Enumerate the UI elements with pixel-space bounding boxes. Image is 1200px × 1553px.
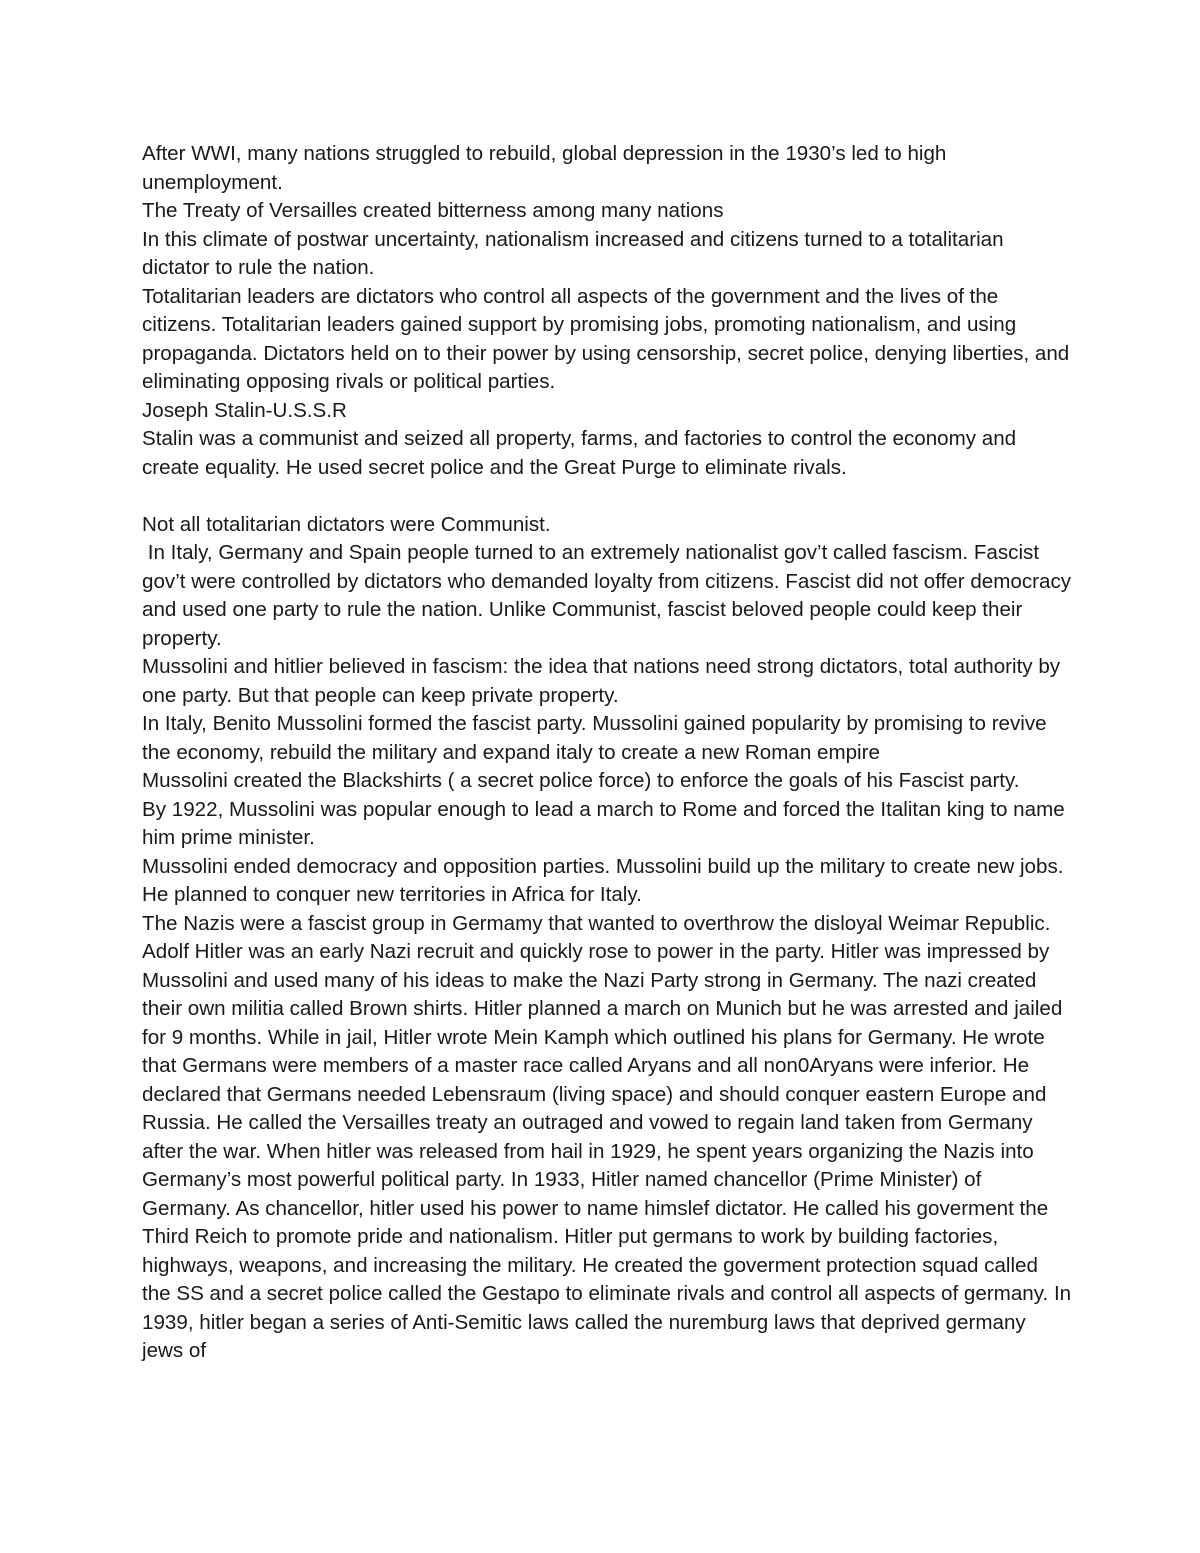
paragraph-mussolini-fascist-party: In Italy, Benito Mussolini formed the fascist party. Mussolini gained popularity by promising to revive the economy, rebuild the military and expand italy to create a new Roman empire (142, 712, 1047, 764)
paragraph-mussolini-hitler-belief: Mussolini and hitlier believed in fascism: the idea that nations need strong dictators, total authority by one party. But that people can keep private property. (142, 655, 1061, 707)
paragraph-march-on-rome: By 1922, Mussolini was popular enough to lead a march to Rome and forced the Italitan king to name him prime minister. (142, 797, 1065, 849)
paragraph-not-all-communist: Not all totalitarian dictators were Communist. (142, 512, 551, 536)
paragraph-blackshirts: Mussolini created the Blackshirts ( a secret police force) to enforce the goals of his Fascist party. (142, 769, 1020, 792)
paragraph-totalitarian-leaders: Totalitarian leaders are dictators who control all aspects of the government and the lives of the citizens. Totalitarian leaders gained support by promising jobs, promoting nationalism, and using propaganda. Dictators held on to their power by using censorship, secret police, denying liberties, and eliminating opposing rivals or political parties. (142, 284, 1070, 393)
paragraph-mussolini-ended-democracy: Mussolini ended democracy and opposition parties. Mussolini build up the military to create new jobs. He planned to conquer new territories in Africa for Italy. (142, 854, 1064, 906)
paragraph-stalin-heading: Joseph Stalin-U.S.S.R (142, 398, 347, 422)
paragraph-nationalism-climate: In this climate of postwar uncertainty, nationalism increased and citizens turned to a totalitarian dictator to rule the nation. (142, 227, 1004, 279)
paragraph-nazis-hitler: The Nazis were a fascist group in Germamy that wanted to overthrow the disloyal Weimar Republic. Adolf Hitler was an early Nazi recruit and quickly rose to power in the party. Hitler was impressed by Mussolini and used many of his ideas to make the Nazi Party strong in Germany. The nazi created their own militia called Brown shirts. Hitler planned a march on Munich but he was arrested and jailed for 9 months. While in jail, Hitler wrote Mein Kamph which outlined his plans for Germany. He wrote that Germans were members of a master race called Aryans and all non0Aryans were inferior. He declared that Germans needed Lebensraum (living space) and should conquer eastern Europe and Russia. He called the Versailles treaty an outraged and vowed to regain land taken from Germany after the war. When hitler was released from hail in 1929, he spent years organizing the Nazis into Germany’s most powerful political party. In 1933, Hitler named chancellor (Prime Minister) of Germany. As chancellor, hitler used his power to name himslef dictator. He called his goverment the Third Reich to promote pride and nationalism. Hitler put germans to work by building factories, highways, weapons, and increasing the military. He created the goverment protection squad called the SS and a secret police called the Gestapo to eliminate rivals and control all aspects of germany. In 1939, hitler began a series of Anti-Semitic laws called the nuremburg laws that deprived germany jews of (142, 911, 1072, 1362)
paragraph-treaty-versailles: The Treaty of Versailles created bitterness among many nations (142, 199, 724, 222)
paragraph-stalin-communism: Stalin was a communist and seized all property, farms, and factories to control the economy and create equality. He used secret police and the Great Purge to eliminate rivals. (142, 427, 1017, 479)
document-body (142, 140, 1077, 1366)
blank-line (142, 482, 1072, 511)
paragraph-fascism-definition: In Italy, Germany and Spain people turned to an extremely nationalist gov’t called fascism. Fascist gov’t were controlled by dictators who demanded loyalty from citizens. Fascist did not offer democracy and used one party to rule the nation. Unlike Communist, fascist beloved people could keep their property. (142, 541, 1077, 650)
paragraph-postwar-depression: After WWI, many nations struggled to rebuild, global depression in the 1930’s led to high unemployment. (142, 142, 947, 194)
